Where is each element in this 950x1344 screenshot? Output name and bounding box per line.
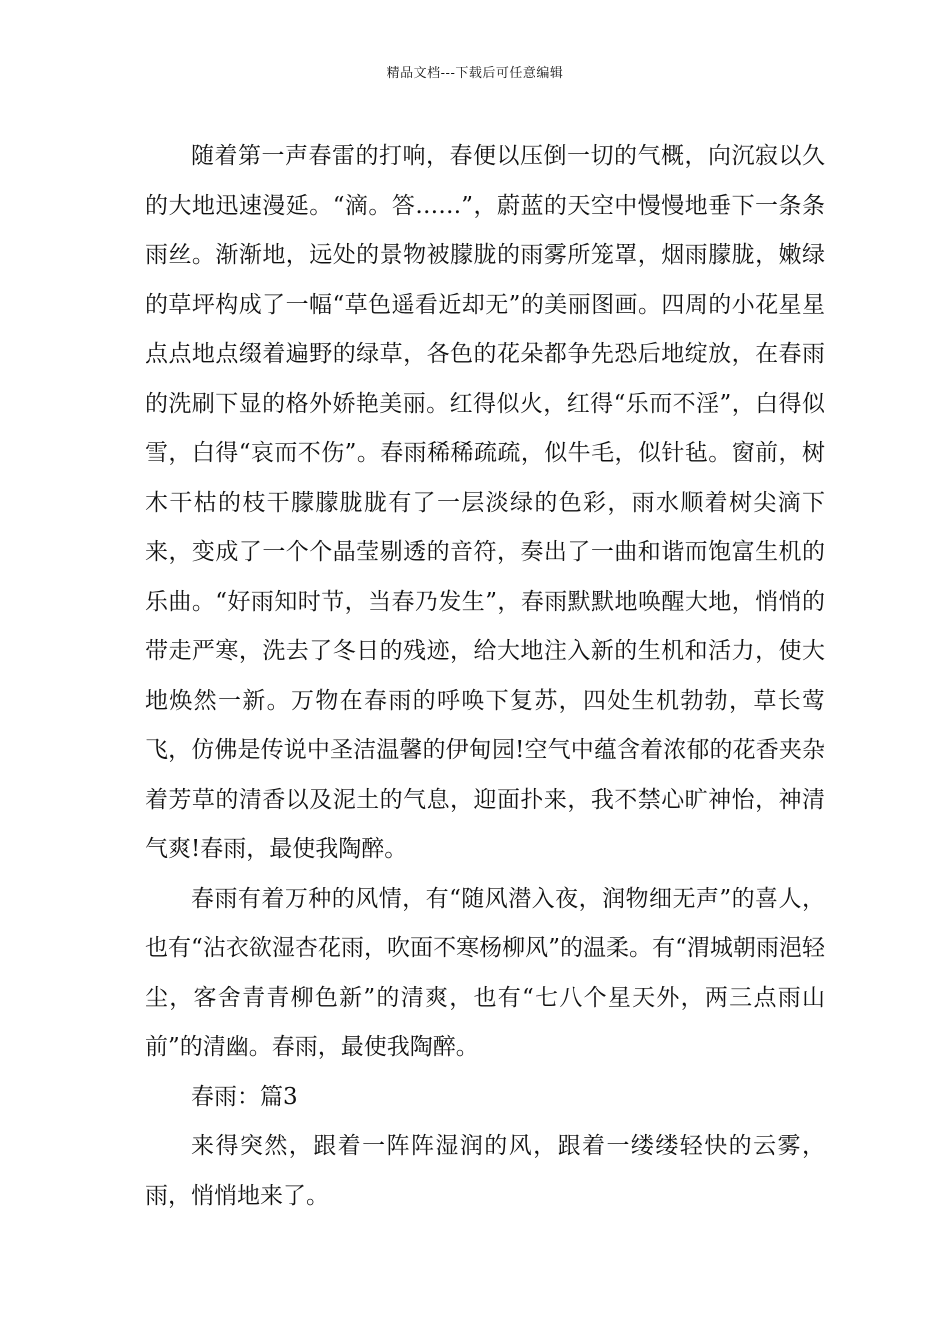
section-heading: 春雨：篇3	[191, 1083, 298, 1110]
document-body	[145, 132, 825, 1221]
paragraph-2: 春雨有着万种的风情，有“随风潜入夜，润物细无声”的喜人，也有“沾衣欲湿杏花雨，吹面不寒杨柳风”的温柔。有“渭城朝雨浥轻尘，客舍青青柳色新”的清爽，也有“七八个星天外，两三点雨山前”的清幽。春雨，最使我陶醉。	[145, 885, 825, 1060]
paragraph-1: 随着第一声春雷的打响，春便以压倒一切的气概，向沉寂以久的大地迅速漫延。“滴。答……”，蔚蓝的天空中慢慢地垂下一条条雨丝。渐渐地，远处的景物被朦胧的雨雾所笼罩，烟雨朦胧，嫩绿的草坪构成了一幅“草色遥看近却无”的美丽图画。四周的小花星星点点地点缀着遍野的绿草，各色的花朵都争先恐后地绽放，在春雨的洗刷下显的格外娇艳美丽。红得似火，红得“乐而不淫”，白得似雪，白得“哀而不伤”。春雨稀稀疏疏，似牛毛，似针毡。窗前，树木干枯的枝干朦朦胧胧有了一层淡绿的色彩，雨水顺着树尖滴下来，变成了一个个晶莹剔透的音符，奏出了一曲和谐而饱富生机的乐曲。“好雨知时节，当春乃发生”，春雨默默地唤醒大地，悄悄的带走严寒，洗去了冬日的残迹，给大地注入新的生机和活力，使大地焕然一新。万物在春雨的呼唤下复苏，四处生机勃勃，草长莺飞，仿佛是传说中圣洁温馨的伊甸园!空气中蕴含着浓郁的花香夹杂着芳草的清香以及泥土的气息，迎面扑来，我不禁心旷神怡，神清气爽!春雨，最使我陶醉。	[145, 143, 825, 862]
page-header: 精品文档---下载后可任意编辑	[386, 66, 564, 81]
paragraph-3: 来得突然，跟着一阵阵湿润的风，跟着一缕缕轻快的云雾，雨，悄悄地来了。	[145, 1133, 825, 1209]
